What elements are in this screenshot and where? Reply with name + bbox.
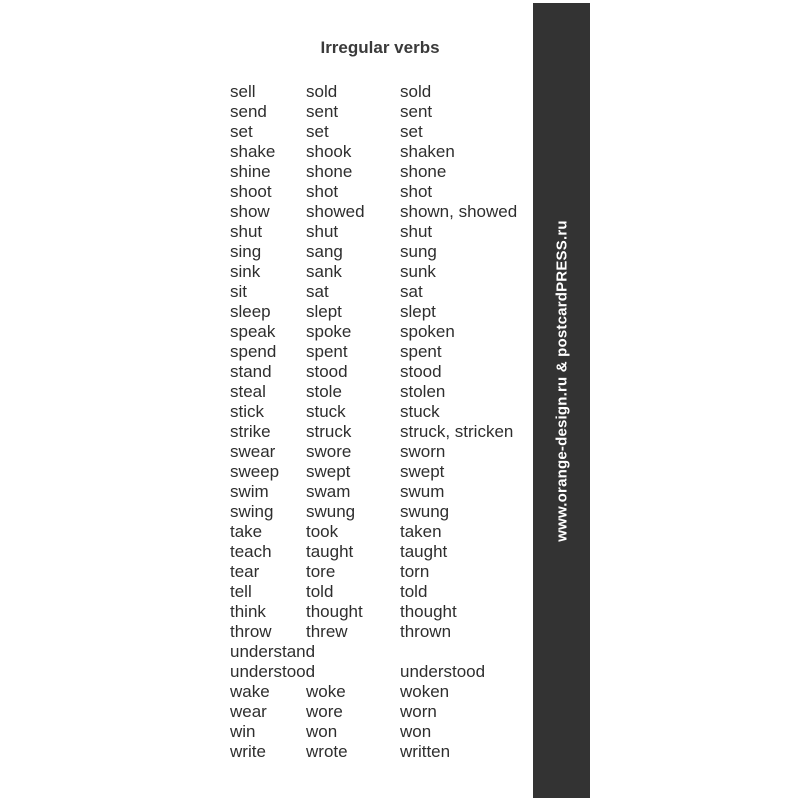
verb-base-form: speak	[230, 322, 276, 341]
verb-row	[230, 142, 530, 162]
verb-row	[230, 262, 530, 282]
verb-row	[230, 642, 530, 662]
verb-past-simple: swam	[306, 482, 351, 501]
verb-base-form: shake	[230, 142, 276, 161]
verb-past-participle: understood	[400, 662, 486, 681]
verb-base-form: shut	[230, 222, 263, 241]
verb-base-form: shoot	[230, 182, 272, 201]
verb-base-form: tear	[230, 562, 260, 581]
verb-past-simple: thought	[306, 602, 363, 621]
verb-base-form: show	[230, 202, 270, 221]
verb-past-simple: stood	[306, 362, 348, 381]
verb-row	[230, 222, 530, 242]
verb-row	[230, 402, 530, 422]
verb-past-simple: spoke	[306, 322, 352, 341]
verb-base-form: sweep	[230, 462, 280, 481]
verb-base-form: understand	[230, 642, 316, 661]
verb-past-simple: took	[306, 522, 339, 541]
verb-past-participle: shut	[400, 222, 433, 241]
verb-base-form: take	[230, 522, 263, 541]
verb-base-form: sell	[230, 82, 256, 101]
verb-past-simple: woke	[306, 682, 346, 701]
verb-table	[230, 82, 530, 762]
verb-row	[230, 102, 530, 122]
verb-past-simple: threw	[306, 622, 348, 641]
verb-row	[230, 282, 530, 302]
verb-past-participle: taught	[400, 542, 448, 561]
verb-past-simple: struck	[306, 422, 352, 441]
verb-row	[230, 542, 530, 562]
verb-base-form: swing	[230, 502, 274, 521]
verb-row	[230, 182, 530, 202]
verb-row	[230, 702, 530, 722]
verb-past-participle: sent	[400, 102, 433, 121]
verb-past-simple: wore	[306, 702, 343, 721]
verb-past-participle: set	[400, 122, 423, 141]
verb-past-simple: shut	[306, 222, 339, 241]
verb-row	[230, 742, 530, 762]
verb-base-form: stand	[230, 362, 272, 381]
verb-row	[230, 562, 530, 582]
verb-past-simple: spent	[306, 342, 348, 361]
verb-past-simple: sank	[306, 262, 342, 281]
verb-past-simple: told	[306, 582, 334, 601]
verb-past-participle: swung	[400, 502, 450, 521]
verb-base-form: throw	[230, 622, 272, 641]
verb-past-participle: won	[400, 722, 432, 741]
verb-past-participle: stood	[400, 362, 442, 381]
verb-past-participle: shown, showed	[400, 202, 518, 221]
verb-row	[230, 362, 530, 382]
verb-base-form: sleep	[230, 302, 271, 321]
verb-past-participle: sold	[400, 82, 432, 101]
verb-row	[230, 422, 530, 442]
verb-base-form: tell	[230, 582, 252, 601]
verb-past-simple: taught	[306, 542, 354, 561]
verb-row	[230, 122, 530, 142]
verb-row	[230, 582, 530, 602]
verb-base-form: wear	[230, 702, 267, 721]
verb-past-simple: shook	[306, 142, 352, 161]
verb-past-participle: shone	[400, 162, 447, 181]
verb-row	[230, 622, 530, 642]
verb-row	[230, 342, 530, 362]
verb-row	[230, 522, 530, 542]
verb-row	[230, 322, 530, 342]
verb-row	[230, 162, 530, 182]
verb-base-form: sing	[230, 242, 262, 261]
verb-past-participle: stolen	[400, 382, 446, 401]
verb-past-participle: sat	[400, 282, 423, 301]
verb-past-participle: thrown	[400, 622, 452, 641]
verb-base-form: spend	[230, 342, 277, 361]
sidebar-url-text: www.orange-design.ru & postcardPRESS.ru	[553, 220, 570, 542]
verb-past-simple: slept	[306, 302, 342, 321]
verb-row	[230, 662, 530, 682]
verb-past-participle: taken	[400, 522, 442, 541]
verb-past-simple: sang	[306, 242, 343, 261]
verb-past-simple: sent	[306, 102, 339, 121]
verb-row	[230, 502, 530, 522]
verb-past-participle: shot	[400, 182, 433, 201]
verb-past-simple: swept	[306, 462, 351, 481]
verb-base-form: think	[230, 602, 266, 621]
verb-past-participle: sworn	[400, 442, 446, 461]
verb-base-form: stick	[230, 402, 264, 421]
verb-past-simple: sold	[306, 82, 338, 101]
verb-base-form: win	[230, 722, 256, 741]
page-title: Irregular verbs	[320, 38, 440, 57]
verb-past-participle: torn	[400, 562, 430, 581]
verb-past-participle: spoken	[400, 322, 455, 341]
verb-row	[230, 242, 530, 262]
verb-past-simple: swung	[306, 502, 356, 521]
verb-base-form: teach	[230, 542, 272, 561]
verb-row	[230, 482, 530, 502]
verb-past-simple: sat	[306, 282, 329, 301]
verb-row	[230, 462, 530, 482]
verb-past-simple: won	[306, 722, 338, 741]
verb-past-simple: wrote	[306, 742, 348, 761]
verb-base-form: shine	[230, 162, 271, 181]
verb-past-simple: shone	[306, 162, 353, 181]
verb-base-form: understood	[230, 662, 316, 681]
verb-past-participle: struck, stricken	[400, 422, 514, 441]
verb-past-simple: stuck	[306, 402, 346, 421]
verb-past-participle: thought	[400, 602, 457, 621]
verb-row	[230, 682, 530, 702]
verb-base-form: write	[230, 742, 266, 761]
verb-row	[230, 82, 530, 102]
verb-past-participle: swum	[400, 482, 445, 501]
verb-past-participle: sunk	[400, 262, 436, 281]
verb-row	[230, 442, 530, 462]
verb-past-participle: sung	[400, 242, 437, 261]
verb-past-participle: stuck	[400, 402, 440, 421]
verb-past-simple: set	[306, 122, 329, 141]
verb-base-form: send	[230, 102, 267, 121]
verb-past-participle: woken	[400, 682, 450, 701]
verb-base-form: set	[230, 122, 253, 141]
verb-base-form: sink	[230, 262, 261, 281]
verb-past-participle: shaken	[400, 142, 455, 161]
verb-base-form: swear	[230, 442, 276, 461]
verb-base-form: strike	[230, 422, 271, 441]
verb-past-participle: slept	[400, 302, 436, 321]
verb-past-simple: shot	[306, 182, 339, 201]
verb-base-form: sit	[230, 282, 247, 301]
verb-row	[230, 202, 530, 222]
verb-base-form: wake	[230, 682, 270, 701]
verb-past-participle: worn	[400, 702, 437, 721]
verb-past-participle: spent	[400, 342, 442, 361]
verb-base-form: swim	[230, 482, 269, 501]
verb-row	[230, 302, 530, 322]
sidebar-banner	[533, 3, 590, 798]
verb-past-simple: tore	[306, 562, 336, 581]
verb-past-simple: swore	[306, 442, 352, 461]
verb-row	[230, 602, 530, 622]
verb-past-participle: told	[400, 582, 428, 601]
verb-base-form: steal	[230, 382, 266, 401]
verb-past-participle: swept	[400, 462, 445, 481]
verb-row	[230, 722, 530, 742]
verb-past-simple: showed	[306, 202, 365, 221]
verb-row	[230, 382, 530, 402]
verb-past-simple: stole	[306, 382, 342, 401]
verb-past-participle: written	[400, 742, 451, 761]
